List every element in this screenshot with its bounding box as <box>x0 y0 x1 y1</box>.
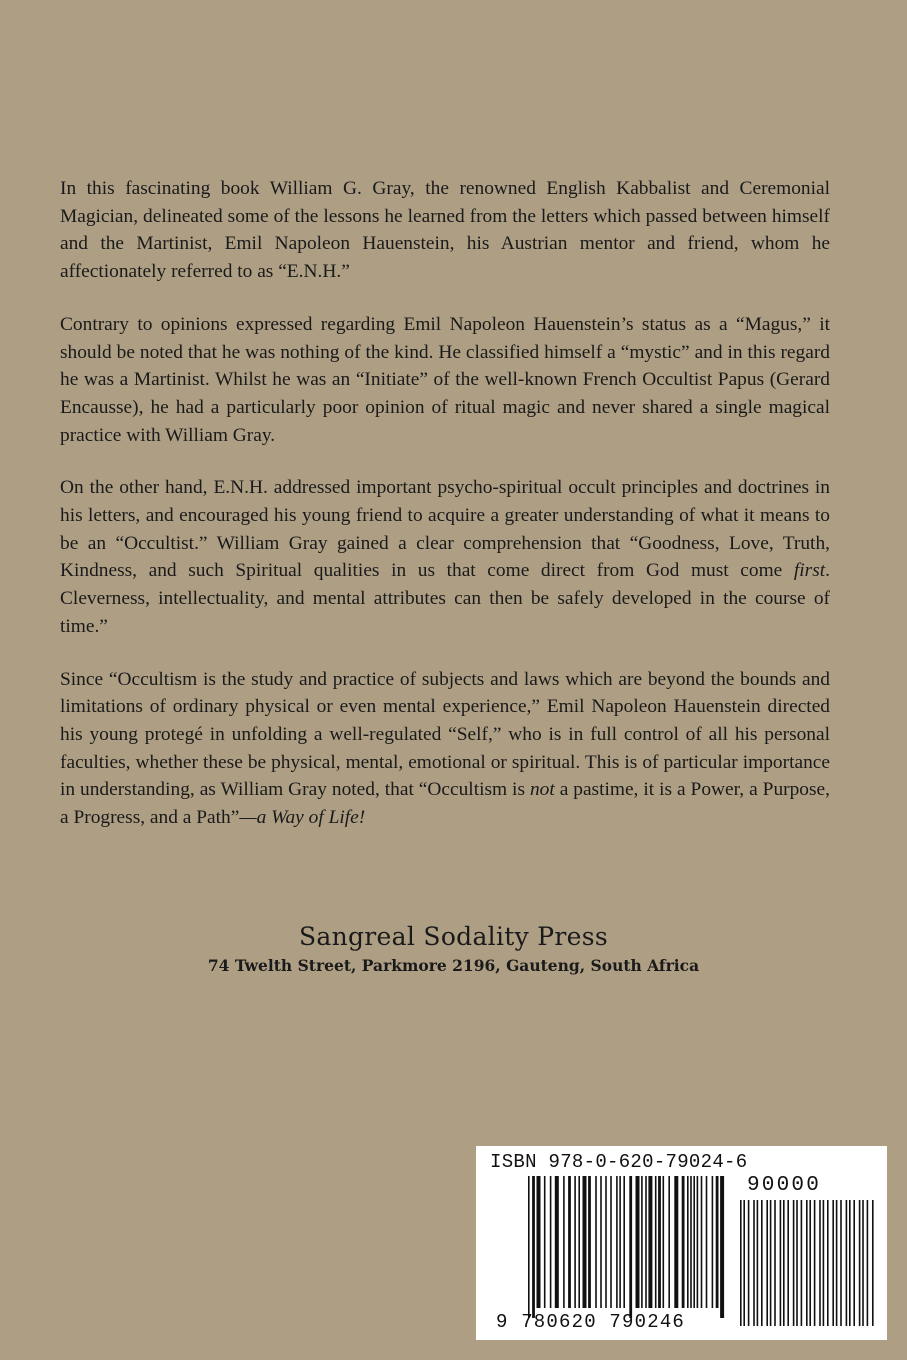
barcode-bar <box>563 1176 565 1308</box>
barcode-bar <box>806 1200 808 1326</box>
barcode-bar <box>588 1176 591 1308</box>
barcode-bar <box>766 1200 768 1326</box>
barcode-bar <box>827 1200 829 1326</box>
barcode-bar <box>867 1200 869 1326</box>
barcode-bar <box>774 1200 776 1326</box>
barcode-bar <box>753 1200 755 1326</box>
barcode-bar <box>712 1176 714 1308</box>
barcode-bar <box>793 1200 795 1326</box>
barcode-bar <box>846 1200 848 1326</box>
barcode-bar <box>859 1200 861 1326</box>
barcode-bar <box>532 1176 535 1318</box>
barcode-bar <box>701 1176 703 1308</box>
barcode-bar <box>641 1176 643 1308</box>
barcode-bar <box>578 1176 580 1308</box>
barcode-bar <box>687 1176 689 1308</box>
publisher-address: 74 Twelth Street, Parkmore 2196, Gauteng, South Africa <box>207 956 700 975</box>
barcode-bar <box>658 1176 661 1308</box>
ean-digits: 9 780620 790246 <box>496 1311 686 1333</box>
barcode-bar <box>761 1200 763 1326</box>
barcode-bar <box>823 1200 825 1326</box>
back-cover-blurb <box>60 175 830 857</box>
isbn-label: ISBN 978-0-620-79024-6 <box>490 1151 748 1173</box>
barcode-bar <box>819 1200 821 1326</box>
barcode-bar <box>836 1200 838 1326</box>
barcode-bar <box>619 1176 621 1308</box>
barcode-bar <box>605 1176 607 1308</box>
barcode-bar <box>748 1200 750 1326</box>
barcode-bar <box>583 1176 587 1308</box>
barcode-bar <box>743 1200 745 1326</box>
barcode-bar <box>706 1176 708 1308</box>
barcode-bar <box>674 1176 678 1308</box>
blurb-paragraph-2: Contrary to opinions expressed regarding Emil Napoleon Hauenstein’s status as a “Magus,” it should be noted that he was nothing of the kind. He classified himself a “mystic” and in this regard he was a Martinist. Whilst he was an “Initiate” of the well-known French Occultist Papus (Gerard Encausse), he had a particularly poor opinion of ritual magic and never shared a single magical practice with William Gray. <box>60 313 830 446</box>
barcode-bar <box>801 1200 803 1326</box>
publisher-name: Sangreal Sodality Press <box>298 922 609 951</box>
barcode-bar <box>682 1176 685 1308</box>
barcode-bar <box>537 1176 541 1308</box>
barcode-bar <box>595 1176 597 1308</box>
barcode-bar <box>770 1200 772 1326</box>
barcode-bar <box>636 1176 640 1308</box>
barcode-bar <box>645 1176 647 1308</box>
barcode-bar <box>849 1200 851 1326</box>
barcode-bar <box>840 1200 842 1326</box>
barcode-bar <box>623 1176 625 1308</box>
barcode-bar <box>655 1176 657 1308</box>
barcode-bar <box>757 1200 759 1326</box>
publisher-block <box>0 920 907 978</box>
barcode-bar <box>716 1176 719 1308</box>
barcode-bar <box>544 1176 546 1308</box>
isbn-barcode <box>476 1146 887 1340</box>
barcode-bar <box>740 1200 742 1326</box>
blurb-paragraph-4: Since “Occultism is the study and practice of subjects and laws which are beyond the bounds and limitations of ordinary physical or even mental experience,” Emil Napoleon Hauenstein directed his young protegé in unfolding a well-regulated “Self,” who is in full control of all his personal faculties, whether these be physical, mental, emotional or spiritual. This is of particular importance in understanding, as William Gray noted, that “Occultism is not a pastime, it is a Power, a Purpose, a Progress, and a Path”—a Way of Life! <box>60 668 830 829</box>
barcode-bar <box>600 1176 602 1308</box>
barcode-bar <box>616 1176 618 1308</box>
blurb-paragraph-1: In this fascinating book William G. Gray, the renowned English Kabbalist and Ceremonial Magician, delineated some of the lessons he learned from the letters which passed between himself and the Martinist, Emil Napoleon Hauenstein, his Austrian mentor and friend, whom he affectionately referred to as “E.N.H.” <box>60 178 830 283</box>
price-addon-digits: 90000 <box>747 1174 822 1197</box>
barcode-bar <box>663 1176 665 1308</box>
blurb-paragraph-3: On the other hand, E.N.H. addressed important psycho-spiritual occult principles and doctrines in his letters, and encouraged his young friend to acquire a greater understanding of what it means to be an “Occultist.” William Gray gained a clear comprehension that “Goodness, Love, Truth, Kindness, and such Spiritual qualities in us that come direct from God must come first. Cleverness, intellectuality, and mental attributes can then be safely developed in the course of time.” <box>60 477 830 637</box>
barcode-bar <box>809 1200 811 1326</box>
barcode-bar <box>814 1200 816 1326</box>
barcode-bar <box>555 1176 559 1308</box>
emphasis-first: first <box>793 560 826 582</box>
barcode-bar <box>780 1200 782 1326</box>
barcode-bar <box>872 1200 874 1326</box>
barcode-bar <box>629 1176 632 1318</box>
barcode-bar <box>668 1176 670 1308</box>
barcode-bar <box>693 1176 695 1308</box>
barcode-bar <box>648 1176 652 1308</box>
emphasis-not: not <box>529 779 555 801</box>
barcode-bar <box>862 1200 864 1326</box>
barcode-bar <box>787 1200 789 1326</box>
barcode-bar <box>550 1176 552 1308</box>
barcode-bar <box>796 1200 798 1326</box>
emphasis-way-of-life: —a Way of Life! <box>239 807 366 829</box>
barcode-bar <box>574 1176 576 1308</box>
barcode-bar <box>690 1176 692 1308</box>
barcode-bar <box>853 1200 855 1326</box>
barcode-bar <box>832 1200 834 1326</box>
barcode-bar <box>720 1176 724 1318</box>
barcode-bar <box>568 1176 571 1308</box>
barcode-bar <box>697 1176 699 1308</box>
barcode-bar <box>610 1176 612 1308</box>
barcode-bar <box>783 1200 785 1326</box>
barcode-bar <box>528 1176 530 1318</box>
